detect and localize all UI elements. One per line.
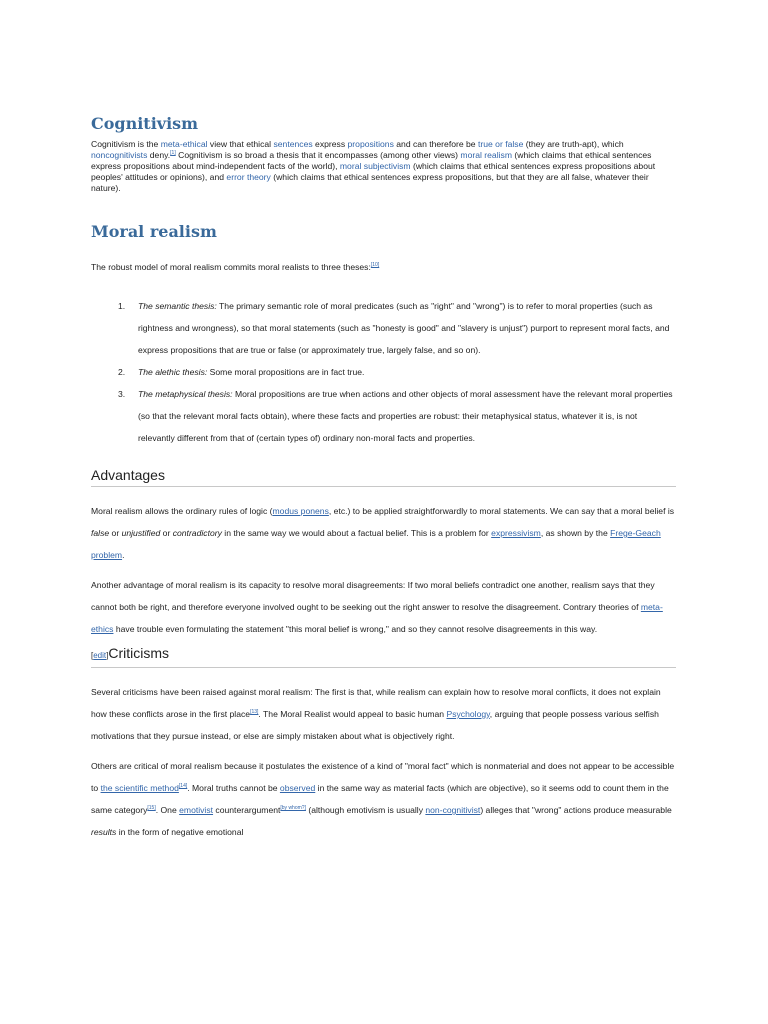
inline-link[interactable]: modus ponens (272, 506, 329, 516)
advantages-heading: Advantages (91, 466, 676, 487)
citation-link[interactable]: [15] (147, 805, 156, 812)
inline-link[interactable]: sentences (273, 139, 313, 149)
text-run: in the same way we would about a factual belief. This is a problem for (221, 528, 492, 538)
text-run: view that ethical (207, 139, 274, 149)
text-run: (which claims that ethical sentences express propositions, but that they are all false, whatever their nature). (91, 172, 649, 193)
italic-text: contradictory (172, 528, 222, 538)
text-run: Moral realism allows the ordinary rules of logic ( (91, 506, 273, 516)
text-run: express (312, 139, 348, 149)
thesis-text (138, 301, 669, 355)
text-run: in the same way as material facts (which are objective), so it seems odd to count them in the same category (91, 783, 669, 815)
text-run: counterargument (213, 805, 281, 815)
criticisms-title: Criticisms (108, 645, 170, 661)
text-run: . One (155, 805, 180, 815)
criticisms-paragraph-2 (91, 755, 676, 843)
italic-text: false (91, 528, 110, 538)
text-run: . Moral truths cannot be (187, 783, 280, 793)
text-run: The robust model of moral realism commits moral realists to three theses: (91, 262, 371, 272)
text-run: , as shown by the (540, 528, 611, 538)
text-run: ) alleges that "wrong" actions produce measurable (480, 805, 672, 815)
inline-link[interactable]: true or false (477, 139, 524, 149)
inline-link[interactable]: non-cognitivist (425, 805, 481, 815)
italic-text: results (91, 827, 117, 837)
advantages-paragraph-2 (91, 574, 676, 640)
text-run: Moral propositions are true when actions and other objects of moral assessment have the relevant moral properties (so that the relevant moral facts obtain), where these facts and properties are robust: their metaphysical status, whatever it is, is not relevantly different from that of (certain types of) ordinary non-moral facts and properties. (138, 389, 673, 443)
citation-link[interactable]: [14] (178, 783, 188, 790)
moral-realism-intro (91, 256, 676, 278)
inline-link[interactable]: moral subjectivism (339, 161, 411, 171)
inline-link[interactable]: error theory (226, 172, 271, 182)
text-run: or (160, 528, 173, 538)
thesis-item-metaphysical (91, 383, 676, 449)
inline-link[interactable]: moral realism (460, 150, 512, 160)
citation (371, 262, 379, 268)
theses-list (91, 295, 676, 449)
text-run: Cognitivism is the (91, 139, 161, 149)
inline-link[interactable]: observed (279, 783, 316, 793)
thesis-item-semantic (91, 295, 676, 361)
inline-link[interactable]: meta-ethical (160, 139, 208, 149)
list-number: 3. (118, 389, 126, 399)
text-run: . (122, 550, 125, 560)
criticisms-paragraph-1 (91, 681, 676, 747)
text-run: , arguing that people possess various selfish motivations that they pursue instead, or else are simply mistaken about what is objectively right. (91, 709, 659, 741)
list-number: 2. (118, 367, 126, 377)
thesis-text (138, 389, 673, 443)
text-run: Another advantage of moral realism is its capacity to resolve moral disagreements: If two moral beliefs contradict one another, realism says that they cannot both be right, and therefore everyone involved ought to be seeking out the right answer to resolve the disagreement. Contrary theories of (91, 580, 655, 612)
text-run: (which claims that ethical sentences express propositions about mind-independent facts of the world), (91, 150, 652, 171)
inline-link[interactable]: meta-ethics (91, 602, 663, 634)
text-run: The primary semantic role of moral predicates (such as "right" and "wrong") is to refer to moral properties (such as rightness and wrongness), so that moral statements (such as "honesty is good" and "slavery is unjust") purport to represent moral facts, and express propositions that are true or false (or approximately true, largely false, and so on). (138, 301, 670, 355)
criticisms-heading (91, 644, 676, 668)
text-run: deny. (147, 150, 171, 160)
inline-link[interactable]: propositions (347, 139, 394, 149)
text-run: and can therefore be (393, 139, 478, 149)
edit-link-wrapper: [edit] (91, 651, 109, 660)
thesis-item-alethic (91, 361, 676, 383)
inline-link[interactable]: Psychology (446, 709, 490, 719)
text-run: Cognitivism is so broad a thesis that it encompasses (among other views) (175, 150, 461, 160)
moral-realism-heading: Moral realism (91, 222, 217, 241)
edit-link[interactable]: edit (93, 651, 107, 660)
inline-link[interactable]: Frege-Geach problem (91, 528, 661, 560)
text-run: (which claims that ethical sentences express propositions about peoples' attitudes or opinions), and (91, 161, 656, 182)
italic-text: The alethic thesis: (138, 367, 208, 377)
text-run: Several criticisms have been raised against moral realism: The first is that, while realism can explain how to resolve moral conflicts, it does not explain how these conflicts arose in the first place (91, 687, 661, 719)
inline-link[interactable]: noncognitivists (91, 150, 148, 160)
thesis-text (138, 367, 364, 377)
list-number: 1. (118, 301, 126, 311)
citation (280, 805, 306, 811)
citation-link[interactable]: [1] (170, 150, 176, 157)
citation (179, 783, 187, 789)
citation (147, 805, 155, 811)
text-run: (they are truth-apt), which (523, 139, 624, 149)
italic-text: The semantic thesis: (138, 301, 217, 311)
text-run: Some moral propositions are in fact true. (207, 367, 365, 377)
inline-link[interactable]: the scientific method (100, 783, 179, 793)
text-run: . The Moral Realist would appeal to basic human (258, 709, 447, 719)
text-run: have trouble even formulating the statement "this moral belief is wrong," and so they cannot resolve disagreements in this way. (113, 624, 598, 634)
citation-link[interactable]: [by whom?] (280, 805, 306, 812)
text-run: or (109, 528, 122, 538)
inline-link[interactable]: emotivist (179, 805, 214, 815)
text-run: (although emotivism is usually (305, 805, 426, 815)
citation-link[interactable]: [13] (250, 709, 259, 716)
italic-text: The metaphysical thesis: (138, 389, 233, 399)
text-run: Others are critical of moral realism because it postulates the existence of a kind of "moral fact" which is nonmaterial and does not appear to be accessible to (91, 761, 675, 793)
text-run: , etc.) to be applied straightforwardly to moral statements. We can say that a moral belief is (328, 506, 675, 516)
inline-link[interactable]: expressivism (491, 528, 541, 538)
cognitivism-paragraph (91, 139, 676, 194)
citation-link[interactable]: [10] (370, 262, 380, 269)
cognitivism-heading: Cognitivism (91, 114, 199, 133)
text-run: in the form of negative emotional (116, 827, 244, 837)
italic-text: unjustified (121, 528, 161, 538)
advantages-paragraph-1 (91, 500, 676, 566)
document-page (91, 112, 676, 843)
